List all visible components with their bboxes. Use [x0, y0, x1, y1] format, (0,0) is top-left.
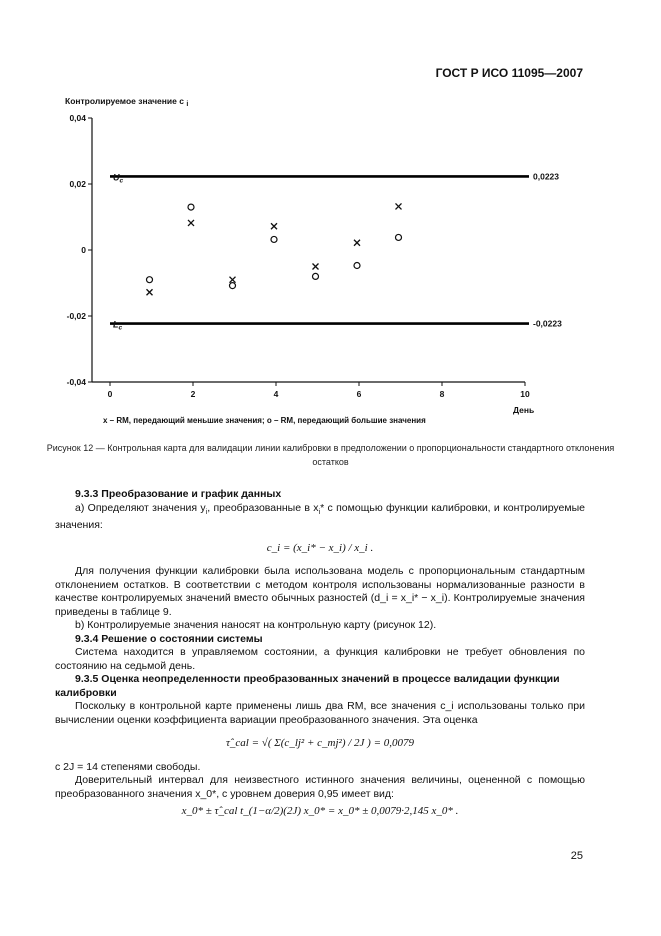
limit-label-subscript: c: [119, 177, 124, 185]
y-tick-label: 0,02: [69, 179, 86, 189]
body-text: [55, 488, 585, 819]
formula-tau: τ̂_cal = √( Σ(c_lj² + c_mj²) / 2J ) = 0,0079: [225, 737, 415, 750]
upper-limit-label: $U_c$: [113, 172, 124, 185]
point-circle: [313, 273, 319, 279]
point-cross: [147, 289, 153, 295]
item-a-sub1: i: [205, 508, 208, 516]
control-chart: [55, 88, 615, 433]
point-circle: [396, 234, 402, 240]
point-cross: [230, 277, 236, 283]
item-a-part2: , преобразованные в x: [207, 501, 319, 514]
item-b: b) Контролируемые значения наносят на контрольную карту (рисунок 12).: [75, 619, 437, 632]
paragraph-ci: Доверительный интервал для неизвестного истинного значения величины, оцененной с помощью преобразованного значения x_0*, с уровнем доверия 0,95 имеет вид:: [55, 774, 585, 800]
item-a-sub2: i: [318, 508, 321, 516]
data-points: [147, 203, 402, 295]
point-circle: [230, 283, 236, 289]
document-code: ГОСТ Р ИСО 11095—2007: [435, 66, 583, 80]
x-tick-label: 8: [439, 389, 445, 399]
x-tick-labels: [108, 382, 530, 399]
point-cross: [354, 240, 360, 246]
point-cross: [271, 223, 277, 229]
chart-title: Контролируемое значение c $_i$: [65, 96, 189, 108]
point-cross: [396, 203, 402, 209]
point-circle: [354, 263, 360, 269]
x-tick-label: 4: [273, 389, 279, 399]
section-9-3-4-title: 9.3.4 Решение о состоянии системы: [75, 632, 263, 645]
control-limits: [110, 171, 562, 331]
y-tick-label: 0: [81, 245, 86, 255]
paragraph-state: Система находится в управляемом состоянии, а функция калибровки не требует обновления по состоянию на седьмой день.: [55, 646, 585, 672]
x-axis-label: День: [513, 405, 535, 415]
y-tick-labels: [67, 113, 92, 387]
y-tick-label: -0,02: [66, 311, 86, 321]
point-circle: [147, 277, 153, 283]
item-a: [55, 502, 585, 533]
formula-ci: x_0* ± τ̂_cal t_(1−α/2)(2J) x_0* = x_0* ± 0,0079·2,145 x_0* .: [181, 805, 459, 818]
paragraph-dof: с 2J = 14 степенями свободы.: [55, 760, 201, 773]
point-circle: [188, 204, 194, 210]
y-tick-label: 0,04: [69, 113, 86, 123]
upper-limit-value: 0,0223: [533, 171, 559, 182]
lower-limit-label: $L_c$: [113, 319, 123, 332]
x-tick-label: 2: [190, 389, 196, 399]
paragraph-rm: Поскольку в контрольной карте применены лишь два RM, все значения c_i использованы только при вычислении оценки коэффициента вариации преобразованного значения. Эта оценка: [55, 700, 585, 726]
chart-title-subscript: i: [186, 101, 189, 108]
formula-c: c_i = (x_i* − x_i) / x_i .: [266, 541, 374, 554]
y-tick-label: -0,04: [66, 377, 86, 387]
figure-caption: Рисунок 12 — Контрольная карта для валидации линии калибровки в предположении о пропорциональности стандартного отклонения остатков: [46, 443, 615, 467]
x-tick-label: 10: [520, 389, 530, 399]
point-circle: [271, 236, 277, 242]
section-9-3-5-title: 9.3.5 Оценка неопределенности преобразованных значений в процессе валидации функции калибровки: [55, 673, 560, 699]
x-tick-label: 6: [356, 389, 362, 399]
point-cross: [188, 220, 194, 226]
chart-legend: x – RM, передающий меньшие значения; o – RM, передающий большие значения: [103, 416, 426, 425]
item-a-part1: а) Определяют значения y: [75, 501, 206, 514]
limit-label-subscript: c: [118, 324, 123, 332]
point-cross: [313, 264, 319, 270]
lower-limit-value: -0,0223: [533, 318, 562, 329]
item-a-part3: * с помощью функции калибровки, и контролируемые значения:: [55, 501, 585, 532]
x-tick-label: 0: [107, 389, 113, 399]
paragraph-model: Для получения функции калибровки была использована модель с пропорциональным стандартным отклонением остатков. В соответствии с методом контроля использованы нормализованные разности в качестве контролируемых значений вместо обычных разностей (d_i = x_i* − x_i). Контролируемые значения приведены в таблице 9.: [55, 565, 585, 618]
section-9-3-3-title: 9.3.3 Преобразование и график данных: [75, 488, 282, 500]
page-number: 25: [570, 850, 583, 862]
